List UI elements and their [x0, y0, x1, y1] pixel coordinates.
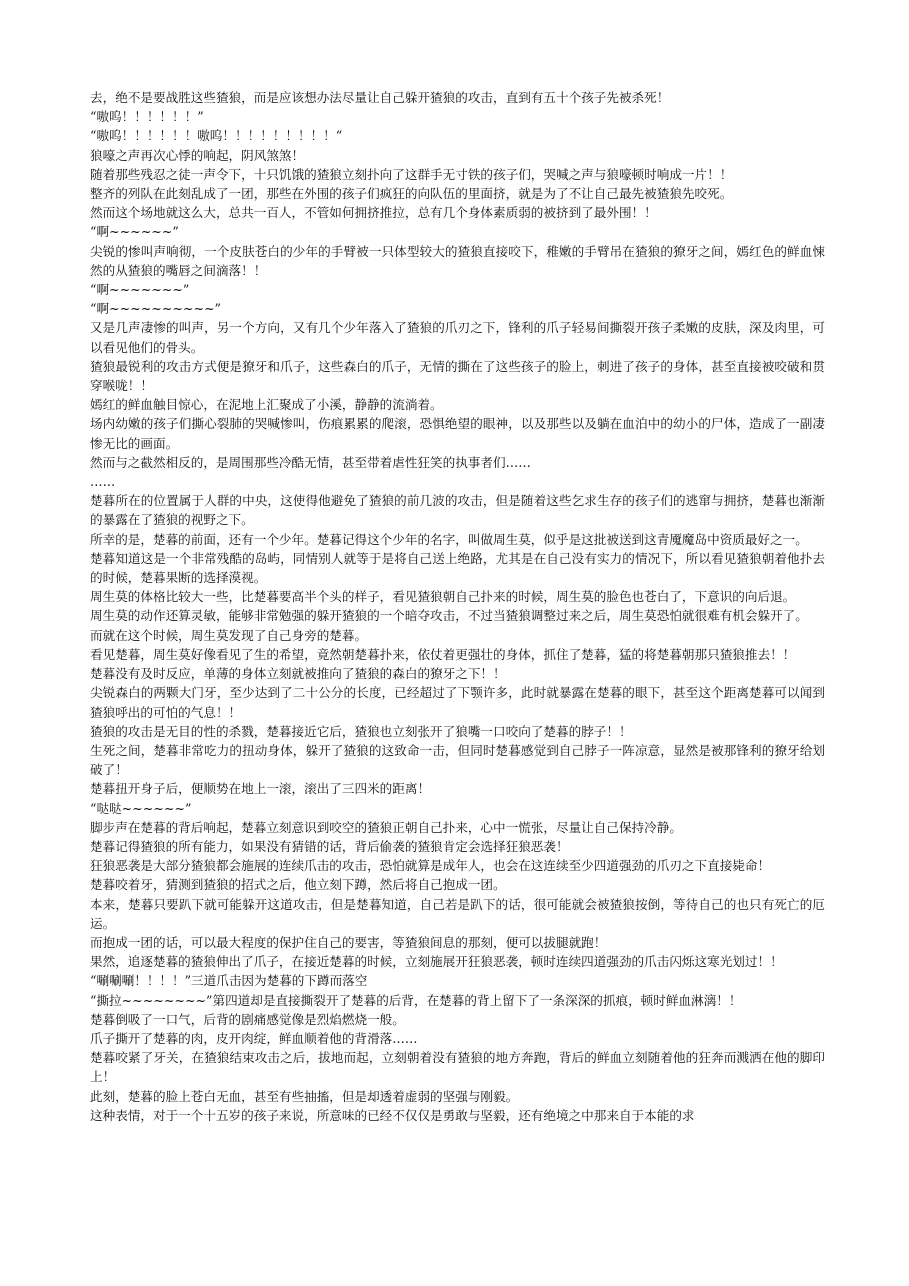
paragraph: 楚暮没有及时反应，单薄的身体立刻就被推向了猹狼的森白的獠牙之下！！ [90, 666, 506, 682]
paragraph: 爪子撕开了楚暮的肉，皮开肉绽，鲜血顺着他的背滑落…… [90, 1030, 418, 1046]
paragraph: 脚步声在楚暮的背后响起，楚暮立刻意识到咬空的猹狼正朝自己扑来，心中一慌张，尽量让自己保持冷静。 [90, 819, 682, 835]
paragraph: 狂狼恶袭是大部分猹狼都会施展的连续爪击的攻击，恐怕就算是成年人，也会在这连续至少四道强劲的爪刃之下直接毙命！ [90, 858, 771, 874]
paragraph: 周生莫的体格比较大一些，比楚暮要高半个头的样子，看见猹狼朝自己扑来的时候，周生莫的脸色也苍白了，下意识的向后退。 [90, 589, 796, 605]
paragraph: “啊~~~~~~” [90, 224, 179, 240]
paragraph: “唰唰唰！！！！”三道爪击因为楚暮的下蹲而落空 [90, 973, 368, 989]
paragraph: 猹狼最锐利的攻击方式便是獠牙和爪子，这些森白的爪子，无情的撕在了这些孩子的脸上，刺进了孩子的身体，甚至直接被咬破和贯穿喉咙！！ [90, 358, 825, 394]
paragraph: “嗷呜！！！！！！嗷呜！！！！！！！！！“ [90, 128, 343, 144]
paragraph: 所幸的是，楚暮的前面，还有一个少年。楚暮记得这个少年的名字，叫做周生莫，似乎是这批被送到这青魇魔岛中资质最好之一。 [90, 531, 808, 547]
paragraph: 生死之间，楚暮非常吃力的扭动身体，躲开了猹狼的这致命一击，但同时楚暮感觉到自己脖子一阵凉意，显然是被那锋利的獠牙给划破了！ [90, 742, 825, 778]
paragraph: 然而这个场地就这么大，总共一百人，不管如何拥挤推拉，总有几个身体素质弱的被挤到了最外围！！ [90, 205, 657, 221]
paragraph: 果然，追逐楚暮的猹狼伸出了爪子，在接近楚暮的时候，立刻施展开狂狼恶袭，顿时连续四道强劲的爪击闪烁这寒光划过！！ [90, 954, 783, 970]
paragraph: 楚暮咬着牙，猜测到猹狼的招式之后，他立刻下蹲，然后将自己抱成一团。 [90, 877, 506, 893]
paragraph: 楚暮扭开身子后，便顺势在地上一滚，滚出了三四米的距离！ [90, 781, 431, 797]
paragraph: 此刻，楚暮的脸上苍白无血，甚至有些抽搐，但是却透着虚弱的坚强与刚毅。 [90, 1088, 519, 1104]
paragraph: 而抱成一团的话，可以最大程度的保护住自己的要害，等猹狼间息的那刻，便可以拔腿就跑！ [90, 934, 607, 950]
paragraph: 整齐的列队在此刻乱成了一团，那些在外围的孩子们疯狂的向队伍的里面挤，就是为了不让自己最先被猹狼先咬死。 [90, 186, 733, 202]
paragraph: “嗷呜！！！！！！” [90, 109, 204, 125]
paragraph: 狼嚎之声再次心悸的响起，阴风煞煞！ [90, 147, 305, 163]
paragraph: “撕拉~~~~~~~~”第四道却是直接撕裂开了楚暮的后背，在楚暮的背上留下了一条深深的抓痕，顿时鲜血淋漓！！ [90, 992, 742, 1008]
novel-text-body [90, 88, 825, 1125]
paragraph: 尖锐森白的两颗大门牙，至少达到了二十公分的长度，已经超过了下颚许多，此时就暴露在楚暮的眼下，甚至这个距离楚暮可以闻到猹狼呼出的可怕的气息！！ [90, 685, 825, 720]
paragraph: 楚暮所在的位置属于人群的中央，这使得他避免了猹狼的前几波的攻击，但是随着这些乞求生存的孩子们的逃窜与拥挤，楚暮也渐渐的暴露在了猹狼的视野之下。 [90, 493, 825, 528]
paragraph: 随着那些残忍之徒一声令下，十只饥饿的猹狼立刻扑向了这群手无寸铁的孩子们，哭喊之声与狼嚎顿时响成一片！！ [90, 166, 733, 182]
paragraph: 这种表情，对于一个十五岁的孩子来说，所意味的已经不仅仅是勇敢与坚毅，还有绝境之中那来自于本能的求 [90, 1107, 695, 1123]
paragraph: 去，绝不是要战胜这些猹狼，而是应该想办法尽量让自己躲开猹狼的攻击，直到有五十个孩子先被杀死！ [90, 90, 670, 105]
paragraph: 楚暮记得猹狼的所有能力，如果没有猜错的话，背后偷袭的猹狼肯定会选择狂狼恶袭！ [90, 838, 569, 854]
paragraph: 然而与之截然相反的，是周围那些冷酷无情，甚至带着虐性狂笑的执事者们…… [90, 454, 531, 470]
paragraph: 看见楚暮，周生莫好像看见了生的希望，竟然朝楚暮扑来，依仗着更强壮的身体，抓住了楚暮，猛的将楚暮朝那只猹狼推去！！ [90, 646, 796, 662]
paragraph: “哒哒~~~~~~” [90, 800, 192, 816]
paragraph: 楚暮咬紧了牙关，在猹狼结束攻击之后，拔地而起，立刻朝着没有猹狼的地方奔跑，背后的鲜血立刻随着他的狂奔而溅洒在他的脚印上！ [90, 1050, 825, 1085]
paragraph: “啊~~~~~~~” [90, 282, 190, 298]
paragraph: 楚暮倒吸了一口气，后背的剧痛感觉像是烈焰燃烧一般。 [90, 1011, 405, 1027]
paragraph: 猹狼的攻击是无目的性的杀戮，楚暮接近它后，猹狼也立刻张开了狼嘴一口咬向了楚暮的脖子！！ [90, 723, 632, 739]
paragraph: 场内幼嫩的孩子们撕心裂肺的哭喊惨叫，伤痕累累的爬滚，恐惧绝望的眼神，以及那些以及躺在血泊中的幼小的尸体，造成了一副凄惨无比的画面。 [90, 416, 825, 451]
paragraph: 尖锐的惨叫声响彻，一个皮肤苍白的少年的手臂被一只体型较大的猹狼直接咬下，稚嫩的手臂吊在猹狼的獠牙之间，嫣红色的鲜血悚然的从猹狼的嘴唇之间滴落！！ [90, 243, 825, 278]
paragraph: …… [90, 474, 116, 490]
paragraph: 又是几声凄惨的叫声，另一个方向，又有几个少年落入了猹狼的爪刃之下，锋利的爪子轻易间撕裂开孩子柔嫩的皮肤，深及肉里，可以看见他们的骨头。 [90, 320, 825, 355]
paragraph: 本来，楚暮只要趴下就可能躲开这道攻击，但是楚暮知道，自己若是趴下的话，很可能就会被猹狼按倒，等待自己的也只有死亡的厄运。 [90, 896, 825, 931]
paragraph: 楚暮知道这是一个非常残酷的岛屿，同情别人就等于是将自己送上绝路，尤其是在自己没有实力的情况下，所以看见猹狼朝着他扑去的时候，楚暮果断的选择漠视。 [90, 550, 825, 586]
paragraph: “啊~~~~~~~~~~” [90, 301, 221, 317]
paragraph: 而就在这个时候，周生莫发现了自己身旁的楚暮。 [90, 627, 368, 643]
paragraph: 周生莫的动作还算灵敏，能够非常勉强的躲开猹狼的一个暗夺攻击，不过当猹狼调整过来之后，周生莫恐怕就很难有机会躲开了。 [90, 608, 808, 624]
paragraph: 嫣红的鲜血触目惊心，在泥地上汇聚成了小溪，静静的流淌着。 [90, 397, 443, 413]
